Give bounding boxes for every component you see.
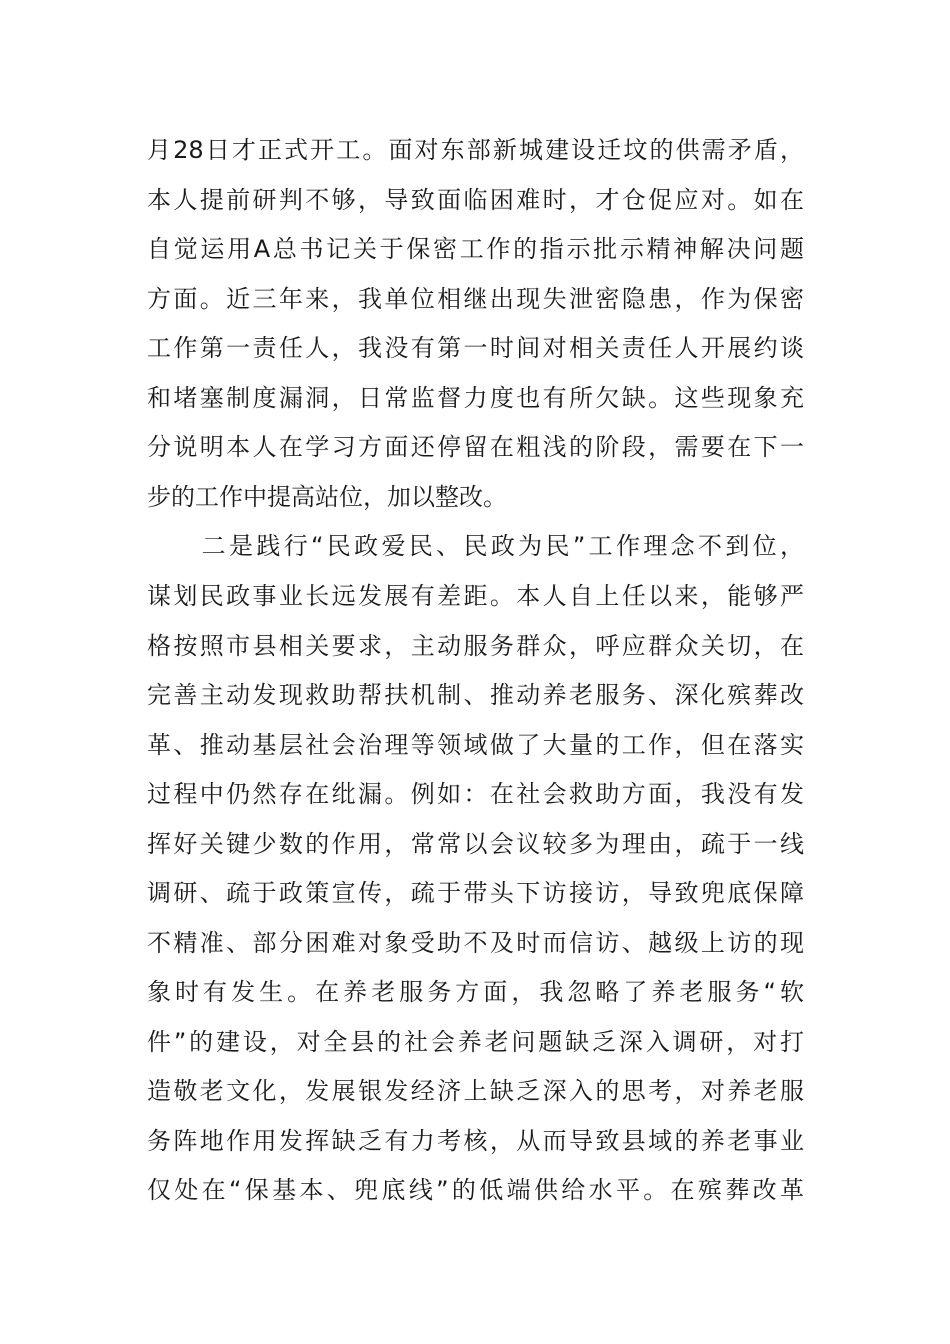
text-line: 月28日才正式开工。面对东部新城建设迁坟的供需矛盾，	[147, 136, 804, 164]
text-line: 分说明本人在学习方面还停留在粗浅的阶段，需要在下一	[147, 433, 804, 461]
text-line: 仅处在“保基本、兜底线”的低端供给水平。在殡葬改革	[147, 1176, 804, 1204]
text-line: 本人提前研判不够，导致面临困难时，才仓促应对。如在	[147, 186, 804, 214]
text-line: 谋划民政事业长远发展有差距。本人自上任以来，能够严	[147, 582, 804, 610]
text-line: 不精准、部分困难对象受助不及时而信访、越级上访的现	[147, 929, 804, 957]
text-line: 象时有发生。在养老服务方面，我忽略了养老服务“软	[147, 978, 804, 1006]
text-line: 二是践行“民政爱民、民政为民”工作理念不到位，	[147, 532, 804, 560]
text-line: 和堵塞制度漏洞，日常监督力度也有所欠缺。这些现象充	[147, 384, 804, 412]
text-line: 造敬老文化，发展银发经济上缺乏深入的思考，对养老服	[147, 1077, 804, 1105]
text-line: 自觉运用A总书记关于保密工作的指示批示精神解决问题	[147, 235, 804, 263]
text-line: 革、推动基层社会治理等领域做了大量的工作，但在落实	[147, 731, 804, 759]
text-line: 务阵地作用发挥缺乏有力考核，从而导致县域的养老事业	[147, 1127, 804, 1155]
text-line: 完善主动发现救助帮扶机制、推动养老服务、深化殡葬改	[147, 681, 804, 709]
text-line: 挥好关键少数的作用，常常以会议较多为理由，疏于一线	[147, 830, 804, 858]
text-line: 调研、疏于政策宣传，疏于带头下访接访，导致兜底保障	[147, 879, 804, 907]
text-line: 件”的建设，对全县的社会养老问题缺乏深入调研，对打	[147, 1028, 804, 1056]
text-line: 方面。近三年来，我单位相继出现失泄密隐患，作为保密	[147, 285, 804, 313]
text-line: 过程中仍然存在纰漏。例如：在社会救助方面，我没有发	[147, 780, 804, 808]
text-line: 格按照市县相关要求，主动服务群众，呼应群众关切，在	[147, 632, 804, 660]
text-line: 步的工作中提高站位，加以整改。	[147, 483, 507, 511]
text-line: 工作第一责任人，我没有第一时间对相关责任人开展约谈	[147, 334, 804, 362]
